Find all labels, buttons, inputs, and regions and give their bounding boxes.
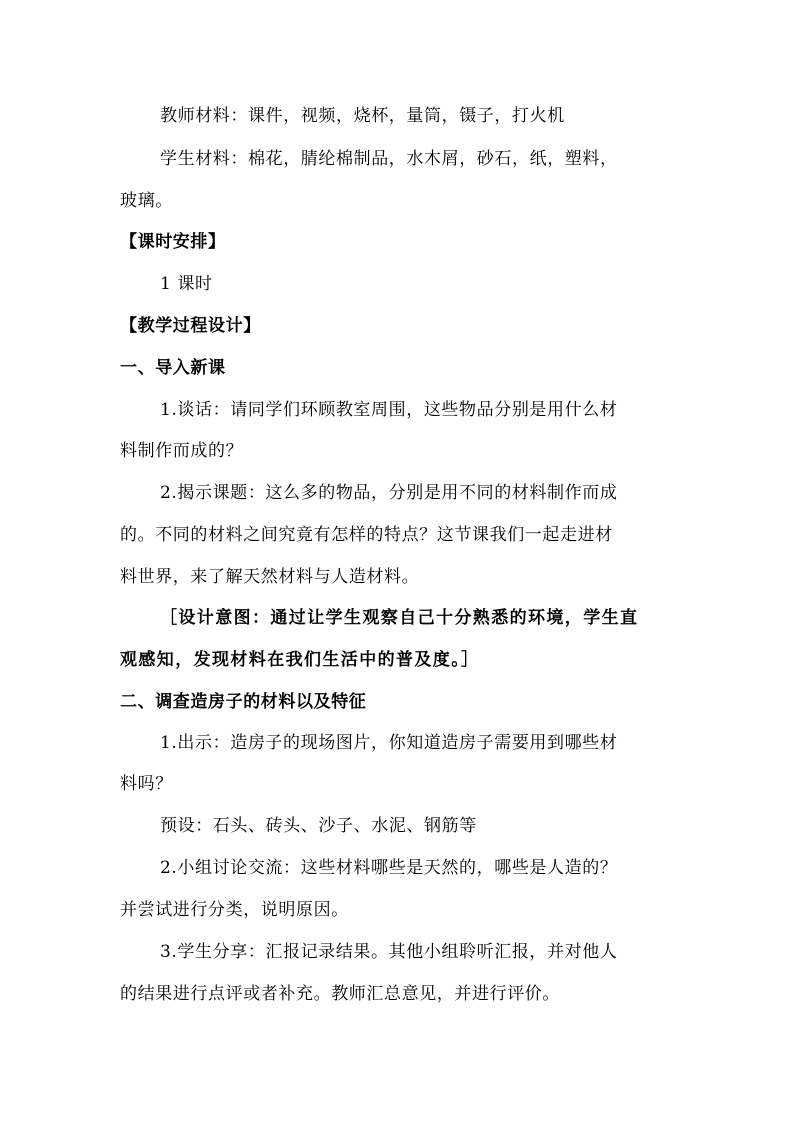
paragraph-show-line-2: 料吗？: [120, 774, 173, 794]
section-heading-process: 【教学过程设计】: [120, 316, 261, 336]
paragraph-topic-line-2: 的。不同的材料之间究竟有怎样的特点？这节课我们一起走进材: [120, 525, 613, 545]
schedule-value: 1 课时: [160, 274, 213, 294]
paragraph-discuss-line-2: 并尝试进行分类，说明原因。: [120, 900, 349, 920]
section-heading-schedule: 【课时安排】: [120, 232, 226, 252]
paragraph-preset: 预设：石头、砖头、沙子、水泥、钢筋等: [160, 816, 477, 836]
student-materials-line-1: 学生材料：棉花，腈纶棉制品，水木屑，砂石，纸，塑料，: [160, 149, 618, 169]
subsection-heading-survey: 二、调查造房子的材料以及特征: [120, 692, 367, 712]
design-intent-line-2: 观感知，发现材料在我们生活中的普及度。］: [120, 650, 480, 670]
paragraph-share-line-1: 3.学生分享：汇报记录结果。其他小组聆听汇报，并对他人: [160, 942, 618, 962]
paragraph-topic-line-1: 2.揭示课题：这么多的物品，分别是用不同的材料制作而成: [160, 483, 618, 503]
paragraph-topic-line-3: 料世界，来了解天然材料与人造材料。: [120, 567, 420, 587]
student-materials-line-2: 玻璃。: [120, 191, 173, 211]
paragraph-talk-line-2: 料制作而成的？: [120, 441, 244, 461]
teacher-materials: 教师材料：课件，视频，烧杯，量筒，镊子，打火机: [160, 106, 565, 126]
paragraph-show-line-1: 1.出示：造房子的现场图片，你知道造房子需要用到哪些材: [160, 733, 618, 753]
design-intent-line-1: ［设计意图：通过让学生观察自己十分熟悉的环境，学生直: [160, 608, 639, 628]
subsection-heading-intro: 一、导入新课: [120, 358, 226, 378]
paragraph-talk-line-1: 1.谈话：请同学们环顾教室周围，这些物品分别是用什么材: [160, 400, 618, 420]
paragraph-share-line-2: 的结果进行点评或者补充。教师汇总意见，并进行评价。: [120, 984, 560, 1004]
paragraph-discuss-line-1: 2.小组讨论交流：这些材料哪些是天然的，哪些是人造的？: [160, 858, 618, 878]
